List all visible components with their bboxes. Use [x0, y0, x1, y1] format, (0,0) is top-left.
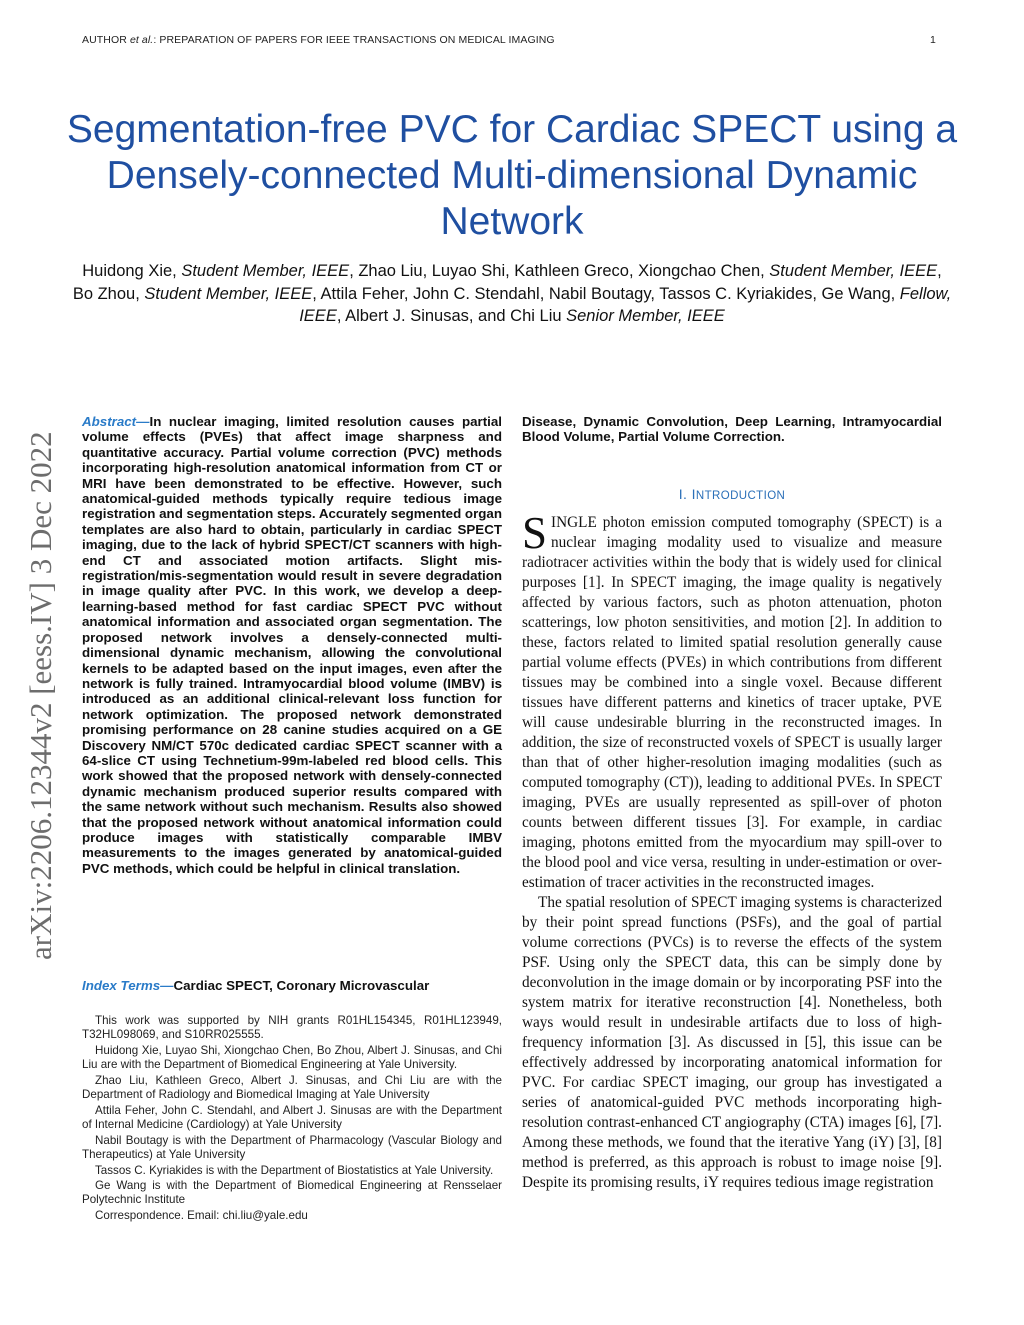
drop-cap: S: [522, 508, 548, 558]
author-list: [70, 260, 954, 328]
author-role: Senior Member, IEEE: [566, 307, 725, 325]
footnotes: [82, 1014, 502, 1225]
paper-title: Segmentation-free PVC for Cardiac SPECT using a Densely-connected Multi-dimensional Dynamic Network: [66, 108, 958, 243]
index-terms-lead: Index Terms—: [82, 978, 174, 993]
footnote: Ge Wang is with the Department of Biomedical Engineering at Rensselaer Polytechnic Institute: [82, 1179, 502, 1207]
intro-body: [522, 508, 942, 1193]
section-number: I.: [678, 486, 692, 502]
running-header: [82, 34, 555, 46]
author-role: Student Member, IEEE: [769, 262, 938, 280]
author-segment: , Attila Feher, John C. Stendahl, Nabil Boutagy, Tassos C. Kyriakides, Ge Wang,: [312, 284, 900, 303]
author-segment: , Bo Zhou,: [72, 262, 942, 303]
author-segment: , Albert J. Sinusas, and Chi Liu: [336, 307, 567, 325]
intro-paragraph-text: INGLE photon emission computed tomography (SPECT) is a nuclear imaging modality used to visualize and measure radiotracer activities within the body that is widely used for clinical purposes [1]. In SPECT imaging, the image quality is negatively affected by various factors, such as photon attenuation, photon scatterings, low photon sensitivities, and motion [2]. In addition to these, factors related to limited spatial resolution generally cause partial volume effects (PVEs) in which contributions from different tissues may be combined into a single voxel. Because different tissues have different patterns and kinetics of tracer uptake, PVE will cause undesirable blurring in the reconstructed images. In addition, the size of reconstructed voxels of SPECT is usually larger than that of other higher-resolution imaging modalities (such as computed tomography (CT)), leading to additional PVEs. In SPECT imaging, PVEs are usually represented as spill-over of photon counts between different tissues [3]. For example, in cardiac imaging, photons emitted from the myocardium may spill-over to the blood pool and vice versa, resulting in under-estimation or over-estimation of tracer activities in the reconstructed images.: [522, 514, 942, 891]
index-terms: [82, 978, 502, 993]
intro-paragraph: The spatial resolution of SPECT imaging systems is characterized by their point spread functions (PSFs), and the goal of partial volume corrections (PVCs) is to reverse the effects of the system PSF. Using only the SPECT data, this can be simply done by deconvolution in the image domain or by incorporating PSF into the system matrix for iterative reconstruction [4]. Nonetheless, both ways would result in undesirable artifacts due to loss of high-frequency information [3]. As discussed in [5], this issue can be effectively addressed by incorporating anatomical information for PVC. For cardiac SPECT imaging, our group has investigated a series of anatomical-guided PVC methods incorporating high-resolution contrast-enhanced CT angiography (CTA) images [6], [7]. Among these methods, we found that the iterative Yang (iY) [3], [8] method is preferred, as this approach is robust to image noise [9]. Despite its promising results, iY requires tedious image registration: [522, 894, 942, 1191]
author-role: Fellow, IEEE: [299, 284, 952, 325]
index-terms-continued: Disease, Dynamic Convolution, Deep Learning, Intramyocardial Blood Volume, Partial Volume Correction.: [522, 414, 942, 445]
section-heading: [522, 486, 942, 502]
section-title-rest: NTRODUCTION: [695, 490, 786, 502]
footnote: Correspondence. Email: chi.liu@yale.edu: [95, 1209, 308, 1223]
running-header-prefix: AUTHOR: [82, 34, 130, 46]
running-header-suffix: : PREPARATION OF PAPERS FOR IEEE TRANSACTIONS ON MEDICAL IMAGING: [153, 34, 555, 46]
footnote: Huidong Xie, Luyao Shi, Xiongchao Chen, Bo Zhou, Albert J. Sinusas, and Chi Liu are with the Department of Biomedical Engineering at Yale University.: [82, 1043, 502, 1072]
footnote: Zhao Liu, Kathleen Greco, Albert J. Sinusas, and Chi Liu are with the Department of Radiology and Biomedical Imaging at Yale University: [82, 1073, 502, 1102]
arxiv-stamp: arXiv:2206.12344v2 [eess.IV] 3 Dec 2022: [23, 431, 58, 960]
abstract-lead: Abstract—: [82, 414, 150, 429]
page-number: 1: [930, 34, 936, 46]
abstract-text: In nuclear imaging, limited resolution causes partial volume effects (PVEs) that affect image sharpness and quantitative accuracy. Partial volume correction (PVC) methods incorporating high-resolution anatomical information from CT or MRI have been demonstrated to be effective. However, such anatomical-guided methods typically require tedious image registration and segmentation steps. Accurately segmented organ templates are also hard to obtain, particularly in cardiac SPECT imaging, due to the lack of hybrid SPECT/CT scanners with high-end CT and associated motion artifacts. Slight mis-registration/mis-segmentation would result in severe degradation in image quality after PVC. In this work, we develop a deep-learning-based method for fast cardiac SPECT PVC without anatomical information and associated organ segmentation. The proposed network involves a densely-connected multi-dimensional dynamic mechanism, allowing the convolutional kernels to be adapted based on the input images, even after the network is fully trained. Intramyocardial blood volume (IMBV) is introduced as an additional clinical-relevant loss function for network optimization. The proposed network demonstrated promising performance on 28 canine studies acquired on a GE Discovery NM/CT 570c dedicated cardiac SPECT scanner with a 64-slice CT using Technetium-99m-labeled red blood cells. This work showed that the proposed network with densely-connected dynamic mechanism produced superior results compared with the same network without such mechanism. Results also showed that the proposed network without anatomical information could produce images with statistically comparable IMBV measurements to the images generated by anatomical-guided PVC methods, which could be helpful in clinical translation.: [82, 414, 502, 876]
index-terms-text: Cardiac SPECT, Coronary Microvascular: [173, 978, 430, 993]
running-header-etal: et al.: [129, 34, 154, 46]
footnote: Tassos C. Kyriakides is with the Department of Biostatistics at Yale University.: [95, 1163, 494, 1177]
author-segment: Huidong Xie,: [82, 262, 182, 280]
intro-paragraph: [522, 508, 942, 893]
author-role: Student Member, IEEE: [144, 284, 313, 303]
footnote: This work was supported by NIH grants R01HL154345, R01HL123949, T32HL098069, and S10RR025555.: [82, 1014, 502, 1042]
abstract: [82, 414, 502, 876]
author-segment: , Zhao Liu, Luyao Shi, Kathleen Greco, Xiongchao Chen,: [349, 262, 770, 280]
footnote: Attila Feher, John C. Stendahl, and Albert J. Sinusas are with the Department of Internal Medicine (Cardiology) at Yale University: [82, 1103, 502, 1131]
author-role: Student Member, IEEE: [181, 262, 350, 280]
footnote: Nabil Boutagy is with the Department of Pharmacology (Vascular Biology and Therapeutics) at Yale University: [82, 1133, 502, 1161]
section-title-initial: I: [691, 486, 696, 502]
